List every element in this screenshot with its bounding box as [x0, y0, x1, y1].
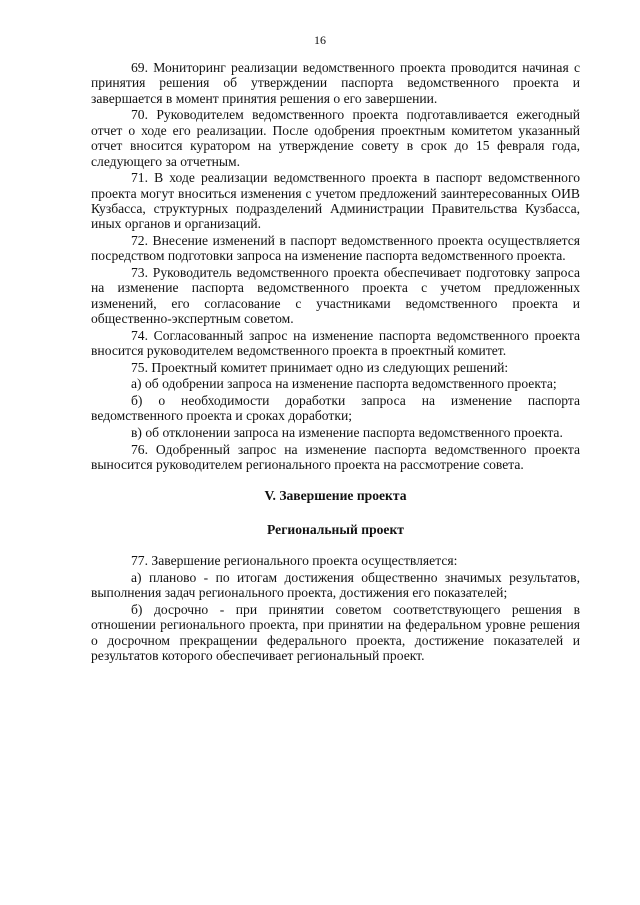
paragraph-75-c: в) об отклонении запроса на изменение паспорта ведомственного проекта. [131, 425, 563, 441]
paragraph-77-b: б) досрочно - при принятии советом соответствующего решения в отношении регионального проекта, при принятии на федеральном уровне решения о досрочном прекращении федерального проекта, достижение показателей и результатов которого обеспечивает региональный проект. [91, 601, 580, 664]
paragraph-73: 73. Руководитель ведомственного проекта обеспечивает подготовку запроса на изменение паспорта ведомственного проекта с учетом предложенных изменений, его согласование с участниками ведомственного проекта и общественно-экспертным советом. [91, 265, 580, 327]
paragraph-74: 74. Согласованный запрос на изменение паспорта ведомственного проекта вносится руководителем ведомственного проекта в проектный комитет. [91, 327, 580, 359]
section-heading: V. Завершение проекта [264, 488, 407, 504]
paragraph-75: 75. Проектный комитет принимает одно из следующих решений: [131, 359, 509, 375]
paragraph-75-b: б) о необходимости доработки запроса на изменение паспорта ведомственного проекта и сроках доработки; [91, 393, 580, 424]
paragraph-69: 69. Мониторинг реализации ведомственного проекта проводится начиная с принятия решения об утверждении паспорта ведомственного проекта и завершается в момент принятия решения о его завершении. [91, 60, 580, 106]
subsection-heading: Региональный проект [267, 521, 404, 537]
paragraph-72: 72. Внесение изменений в паспорт ведомственного проекта осуществляется посредством подготовки запроса на изменение паспорта ведомственного проекта. [91, 233, 580, 264]
page-content [91, 60, 580, 665]
paragraph-76: 76. Одобренный запрос на изменение паспорта ведомственного проекта выносится руководителем регионального проекта на рассмотрение совета. [91, 441, 580, 473]
paragraph-77: 77. Завершение регионального проекта осуществляется: [131, 553, 458, 569]
paragraph-71: 71. В ходе реализации ведомственного проекта в паспорт ведомственного проекта могут вноситься изменения с учетом предложений заинтересованных ОИВ Кузбасса, структурных подразделений Администрации Правительства Кузбасса, иных органов и организаций. [91, 170, 580, 232]
page-number: 16 [314, 33, 326, 47]
paragraph-75-a: а) об одобрении запроса на изменение паспорта ведомственного проекта; [131, 376, 557, 392]
paragraph-77-a: а) планово - по итогам достижения общественно значимых результатов, выполнения задач регионального проекта, достижения его показателей; [91, 569, 580, 601]
paragraph-70: 70. Руководителем ведомственного проекта подготавливается ежегодный отчет о ходе его реализации. После одобрения проектным комитетом указанный отчет вносится куратором на утверждение совету в срок до 15 февраля года, следующего за отчетным. [91, 107, 580, 169]
